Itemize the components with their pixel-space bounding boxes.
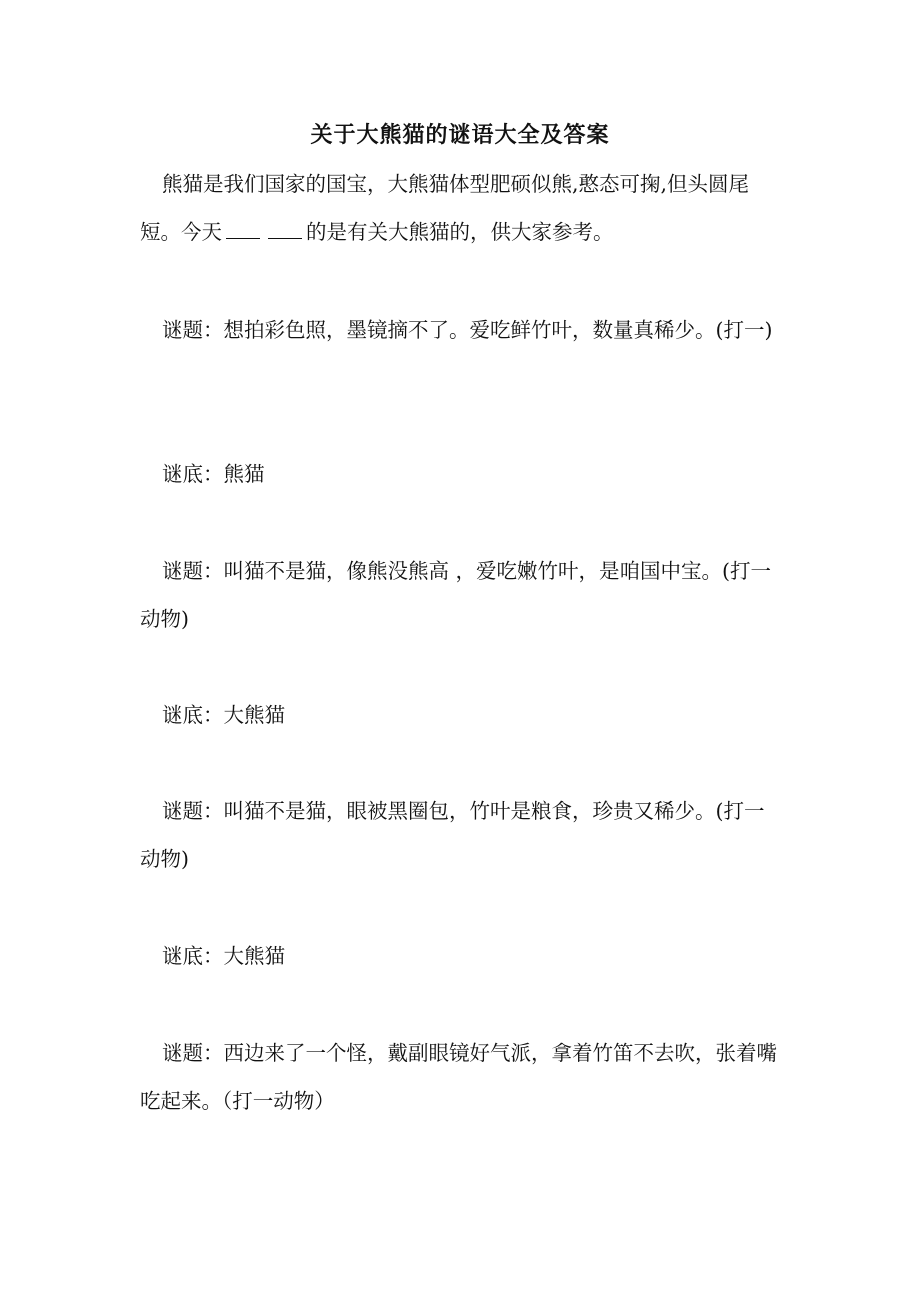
document-title: 关于大熊猫的谜语大全及答案 [310, 122, 610, 148]
intro-text-part1: 熊猫是我们国家的国宝，大熊猫体型肥硕似熊,憨态可掬,但头圆尾短。今天 [140, 172, 750, 244]
riddle-question-text: 谜题：想拍彩色照，墨镜摘不了。爱吃鲜竹叶，数量真稀少。(打一) [162, 318, 773, 342]
riddle-answer-3 [140, 932, 780, 980]
riddle-question-text: 谜题：西边来了一个怪，戴副眼镜好气派，拿着竹笛不去吹，张着嘴吃起来。（打一动物） [140, 1041, 777, 1113]
riddle-answer-text: 谜底：大熊猫 [162, 703, 285, 727]
intro-text-part2: 的是有关大熊猫的，供大家参考。 [306, 220, 614, 244]
intro-paragraph [140, 160, 780, 256]
riddle-question-4 [140, 1029, 780, 1125]
riddle-answer-text: 谜底：熊猫 [162, 462, 265, 486]
riddle-answer-2 [140, 691, 780, 739]
blank-underline [226, 224, 260, 239]
riddle-question-3 [140, 787, 780, 883]
blank-underline [268, 224, 302, 239]
riddle-answer-text: 谜底：大熊猫 [162, 944, 285, 968]
riddle-question-text: 谜题：叫猫不是猫，像熊没熊高 ，爱吃嫩竹叶，是咱国中宝。(打一动物) [140, 559, 772, 631]
riddle-answer-1 [140, 450, 780, 498]
riddle-question-2 [140, 547, 780, 643]
riddle-question-1 [140, 306, 780, 354]
riddle-question-text: 谜题：叫猫不是猫，眼被黑圈包，竹叶是粮食，珍贵又稀少。(打一动物) [140, 799, 765, 871]
